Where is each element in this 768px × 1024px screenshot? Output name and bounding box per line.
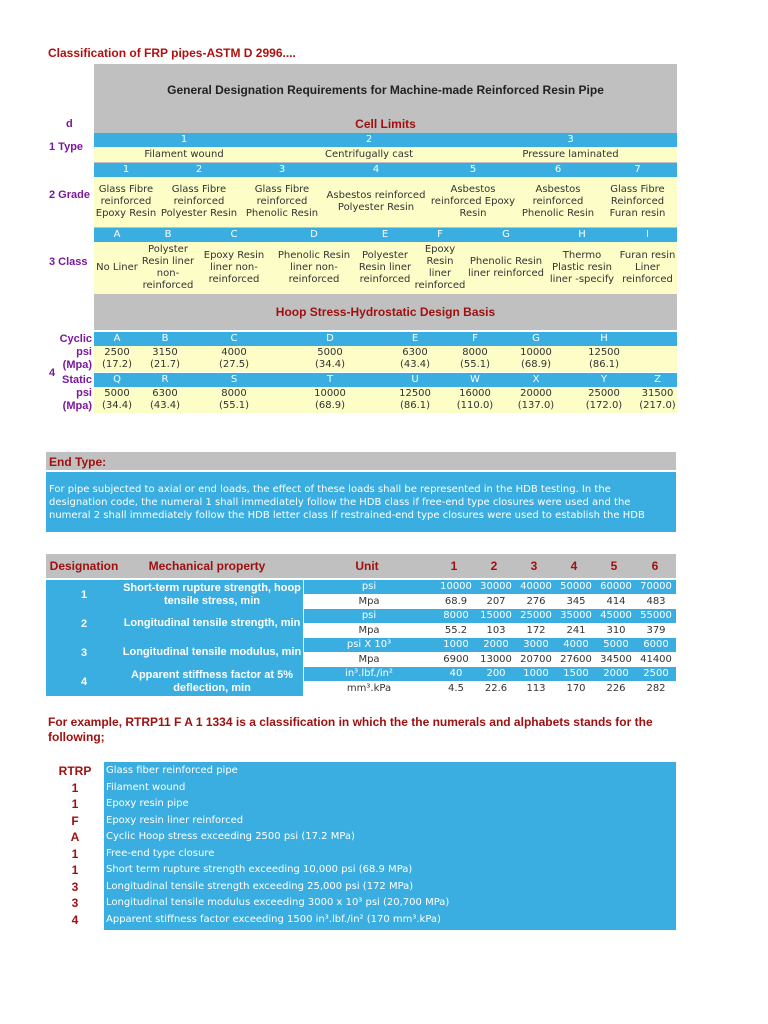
mech-header: 1: [450, 559, 458, 573]
static-label-3: (Mpa): [62, 400, 92, 412]
grade-name: Asbestos reinforced Epoxy Resin: [430, 184, 516, 219]
class-name: Epoxy Resin liner non-reinforced: [203, 250, 265, 285]
type-name: Filament wound: [144, 149, 224, 160]
class-name: Polyester Resin liner reinforced: [358, 250, 412, 285]
static-value: 16000 (110.0): [456, 388, 494, 411]
static-letter: T: [326, 374, 334, 385]
mech-row-psi: psi X 10³ 1000 2000 3000 4000 5000 6000: [304, 638, 676, 652]
example-desc: Apparent stiffness factor exceeding 1500 in³.lbf./in² (170 mm³.kPa): [106, 913, 441, 925]
designation-heading: General Designation Requirements for Machine-made Reinforced Resin Pipe: [167, 83, 604, 97]
static-value: 10000 (68.9): [314, 388, 346, 411]
grade-num: 5: [469, 164, 477, 175]
class-name: Phenolic Resin liner non-reinforced: [277, 250, 351, 285]
cyclic-value: 2500 (17.2): [101, 347, 133, 370]
class-name: Phenolic Resin liner reinforced: [467, 256, 545, 279]
cyclic-letter-row: [94, 332, 677, 346]
mech-row-mpa: Mpa 68.9 207 276 345 414 483: [304, 594, 676, 609]
type-name: Centrifugally cast: [324, 149, 414, 160]
class-letter: I: [646, 229, 649, 240]
mech-designation: 4: [80, 675, 88, 688]
static-value-row: [94, 387, 677, 413]
row4-number: 4: [49, 367, 56, 379]
mech-row-psi: psi 8000 15000 25000 35000 45000 55000: [304, 609, 676, 623]
mech-designation: 2: [80, 617, 88, 630]
example-row: [46, 846, 676, 862]
example-code: A: [70, 830, 80, 844]
class-letter: E: [381, 229, 389, 240]
static-letter: Z: [654, 374, 661, 385]
example-desc: Epoxy resin liner reinforced: [106, 814, 244, 826]
cyclic-label-1: Cyclic: [59, 333, 92, 345]
example-desc: Cyclic Hoop stress exceeding 2500 psi (17.2 MPa): [106, 831, 355, 842]
class-label: 3 Class: [49, 256, 88, 268]
mech-header: 6: [651, 559, 659, 573]
type-num: 3: [567, 134, 574, 145]
cyclic-value: 10000 (68.9): [520, 347, 552, 370]
example-row: [46, 895, 676, 911]
cyclic-letter: D: [326, 333, 334, 344]
example-row: [46, 763, 676, 779]
grade-name: Asbestos reinforced Phenolic Resin: [521, 184, 595, 219]
static-label: [56, 374, 92, 413]
grade-name-row: [94, 177, 677, 227]
example-code: 1: [71, 863, 79, 877]
class-letter-row: [94, 228, 677, 242]
mech-row-psi: psi 10000 30000 40000 50000 60000 70000: [304, 580, 676, 594]
mech-designation: 3: [80, 646, 88, 659]
cyclic-label: [56, 333, 92, 372]
end-type-heading-bar: [46, 452, 676, 470]
cyclic-label-2: psi: [76, 346, 92, 358]
example-desc: Short term rupture strength exceeding 10,000 psi (68.9 MPa): [106, 864, 413, 875]
mech-header: Designation: [49, 559, 119, 573]
example-heading: For example, RTRP11 F A 1 1334 is a classification in which the the numerals and alphabets stands for the following;: [48, 715, 653, 744]
class-letter: B: [164, 229, 172, 240]
type-name: Pressure laminated: [522, 149, 619, 160]
class-name: No Liner: [96, 262, 138, 273]
example-code: 1: [71, 780, 79, 795]
example-row: [46, 912, 676, 928]
static-value: 6300 (43.4): [149, 388, 181, 411]
example-row: [46, 829, 676, 845]
example-desc: Free-end type closure: [106, 847, 215, 859]
class-letter: C: [230, 229, 238, 240]
mech-row-psi: in³.lbf./in² 40 200 1000 1500 2000 2500: [304, 667, 676, 681]
grade-num: 4: [372, 164, 380, 175]
example-code: 3: [71, 879, 79, 894]
cyclic-letter: C: [230, 333, 238, 344]
class-name: Epoxy Resin liner reinforced: [414, 244, 466, 291]
example-desc: Longitudinal tensile modulus exceeding 3000 x 10³ psi (20,700 MPa): [106, 897, 450, 908]
static-value: 31500 (217.0): [639, 388, 676, 411]
mech-header: Unit: [355, 559, 379, 573]
grade-number-row: [94, 163, 677, 177]
example-code: F: [71, 813, 79, 828]
class-name: Thermo Plastic resin liner -specify: [549, 250, 615, 285]
static-value: 8000 (55.1): [218, 388, 250, 411]
static-letter: S: [230, 374, 238, 385]
class-name: Furan resin Liner reinforced: [619, 250, 676, 285]
static-value: 20000 (137.0): [517, 388, 555, 411]
hoop-stress-heading: Hoop Stress-Hydrostatic Design Basis: [275, 305, 496, 319]
mech-header: Mechanical property: [148, 559, 266, 573]
grade-name: Glass Fibre Reinforced Furan resin: [609, 184, 666, 219]
type-name-row: [94, 147, 677, 162]
static-letter-row: [94, 373, 677, 387]
mech-header: 2: [490, 559, 498, 573]
cyclic-value: 4000 (27.5): [218, 347, 250, 370]
cyclic-letter: G: [532, 333, 540, 344]
class-letter: F: [437, 229, 443, 240]
example-code: 1: [71, 846, 79, 861]
mech-header: 4: [570, 559, 578, 573]
cyclic-letter: H: [600, 333, 608, 344]
mech-row-mpa: Mpa 55.2 103 172 241 310 379: [304, 623, 676, 638]
class-letter: G: [502, 229, 510, 240]
grade-num: 7: [634, 164, 641, 175]
example-rows: [46, 763, 676, 929]
mech-property: Longitudinal tensile modulus, min: [122, 646, 302, 658]
end-type-heading: End Type:: [49, 455, 107, 469]
class-name-row: [94, 242, 677, 294]
grade-num: 1: [122, 164, 130, 175]
mech-header-row: [46, 554, 676, 578]
grade-name: Glass Fibre reinforced Epoxy Resin: [95, 184, 157, 219]
mech-property: Apparent stiffness factor at 5% deflection, min: [131, 668, 293, 694]
grade-name: Glass Fibre reinforced Polyester Resin: [160, 184, 238, 219]
static-label-2: psi: [76, 387, 92, 399]
mech-row-mpa: mm³.kPa 4.5 22.6 113 170 226 282: [304, 681, 676, 696]
class-letter: H: [578, 229, 586, 240]
class-letter: D: [310, 229, 318, 240]
grade-num: 2: [195, 164, 203, 175]
end-type-text-box: [46, 472, 676, 532]
cell-limits-heading: Cell Limits: [355, 117, 416, 131]
static-value: 12500 (86.1): [399, 388, 431, 411]
static-letter: R: [161, 374, 169, 385]
grade-label: 2 Grade: [49, 189, 90, 201]
static-letter: X: [532, 374, 540, 385]
class-name: Polyster Resin liner non-reinforced: [141, 244, 195, 291]
type-label: 1 Type: [49, 141, 84, 153]
grade-name: Asbestos reinforced Polyester Resin: [326, 190, 426, 213]
example-desc: Longitudinal tensile strength exceeding 25,000 psi (172 MPa): [106, 880, 414, 892]
mech-property: Longitudinal tensile strength, min: [123, 617, 301, 629]
example-code: 3: [71, 896, 79, 910]
cyclic-label-3: (Mpa): [62, 359, 92, 371]
page-title: Classification of FRP pipes-ASTM D 2996....: [48, 46, 296, 60]
end-type-text: For pipe subjected to axial or end loads, the effect of these loads shall be represented in the HDB testing. In the designation code, the numeral 1 shall immediately follow the HDB class if free-end type closures were used and the numeral 2 shall immediately follow the HDB letter class if restrained-end type closures were used to establish the HDB: [49, 484, 645, 521]
mech-row-mpa: Mpa 6900 13000 20700 27600 34500 41400: [304, 652, 676, 667]
example-code: 4: [71, 912, 79, 927]
cyclic-letter: F: [472, 333, 478, 344]
type-num: 1: [180, 134, 188, 145]
example-row: [46, 862, 676, 878]
example-desc: Epoxy resin pipe: [106, 798, 189, 809]
cyclic-value: 6300 (43.4): [399, 347, 431, 370]
grade-name: Glass Fibre reinforced Phenolic Resin: [245, 184, 319, 219]
d-label: d: [66, 118, 73, 130]
static-letter: Y: [600, 374, 608, 385]
example-code: RTRP: [58, 764, 92, 778]
static-letter: W: [470, 374, 480, 385]
cyclic-value-row: [94, 346, 677, 372]
example-row: [46, 879, 676, 895]
example-row: [46, 813, 676, 829]
static-value: 5000 (34.4): [101, 388, 133, 411]
example-desc: Filament wound: [106, 781, 186, 793]
cyclic-letter: B: [161, 333, 169, 344]
mech-designation: 1: [80, 588, 88, 601]
class-letter: A: [113, 229, 121, 240]
mech-property: Short-term rupture strength, hoop tensile stress, min: [123, 581, 301, 607]
mech-header: 3: [530, 559, 538, 573]
cyclic-letter: E: [411, 333, 419, 344]
cyclic-value: 5000 (34.4): [314, 347, 346, 370]
static-label-1: Static: [62, 374, 92, 386]
static-letter: U: [411, 374, 419, 385]
mech-rows: [46, 580, 676, 696]
example-row: [46, 780, 676, 796]
type-number-row: [94, 133, 677, 147]
cyclic-value: 12500 (86.1): [588, 347, 620, 370]
cyclic-letter: A: [113, 333, 121, 344]
grade-num: 6: [554, 164, 562, 175]
example-desc: Glass fiber reinforced pipe: [106, 765, 238, 776]
grade-num: 3: [278, 164, 286, 175]
cyclic-value: 8000 (55.1): [459, 347, 491, 370]
type-num: 2: [365, 134, 373, 145]
static-value: 25000 (172.0): [585, 388, 623, 411]
mech-header: 5: [610, 559, 618, 573]
example-code: 1: [71, 797, 79, 811]
example-row: [46, 796, 676, 812]
static-letter: Q: [113, 374, 121, 385]
cyclic-value: 3150 (21.7): [149, 347, 181, 370]
